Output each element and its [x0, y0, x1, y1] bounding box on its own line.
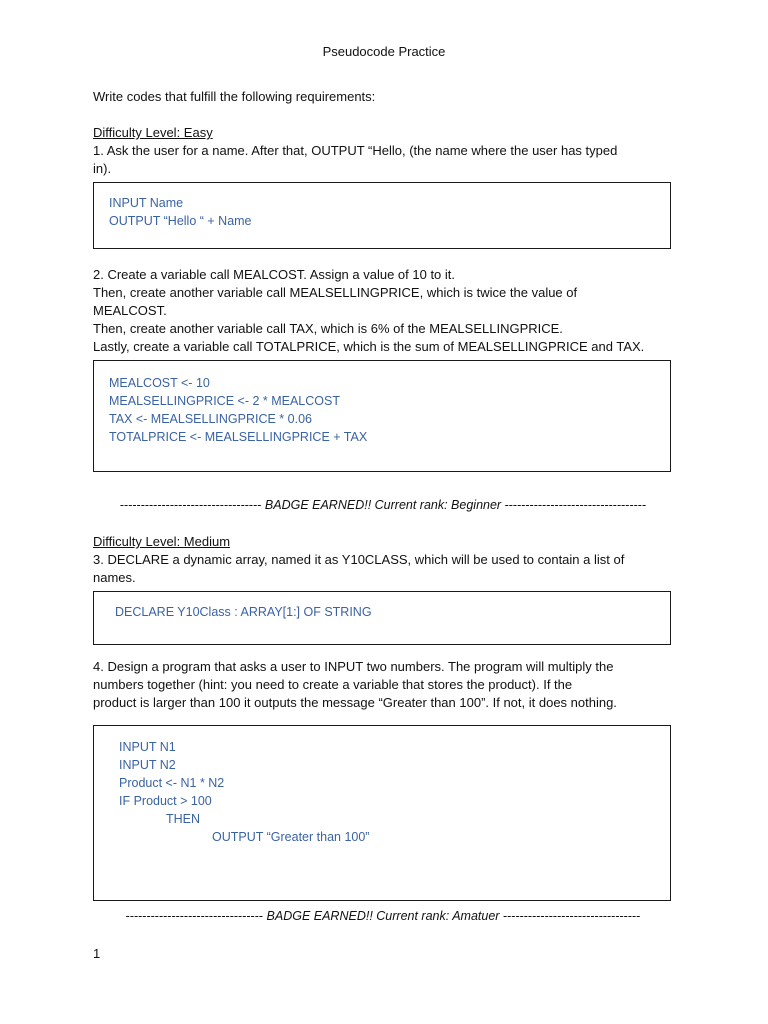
- q2-code-line-1: MEALCOST <- 10: [109, 376, 210, 390]
- q2-code-line-3: TAX <- MEALSELLINGPRICE * 0.06: [109, 412, 312, 426]
- q2-line-4: Then, create another variable call TAX, which is 6% of the MEALSELLINGPRICE.: [93, 321, 563, 336]
- badge-amatuer: [93, 909, 673, 923]
- badge-beginner-right-dashes: ----------------------------------: [504, 498, 647, 512]
- q1-code-line-2: OUTPUT “Hello “ + Name: [109, 214, 252, 228]
- easy-heading: Difficulty Level: Easy: [93, 125, 213, 140]
- q2-line-5: Lastly, create a variable call TOTALPRICE, which is the sum of MEALSELLINGPRICE and TAX.: [93, 339, 645, 354]
- badge-amatuer-text: BADGE EARNED!! Current rank: Amatuer: [266, 909, 500, 923]
- q4-line-1: 4. Design a program that asks a user to INPUT two numbers. The program will multiply the: [93, 659, 614, 674]
- medium-heading: Difficulty Level: Medium: [93, 534, 231, 549]
- badge-beginner-left-dashes: ----------------------------------: [119, 498, 262, 512]
- intro-text: Write codes that fulfill the following requirements:: [93, 89, 376, 104]
- q4-code-line-1: INPUT N1: [119, 740, 176, 754]
- q4-line-3: product is larger than 100 it outputs the message “Greater than 100”. If not, it does nothing.: [93, 695, 617, 710]
- badge-beginner: [93, 498, 673, 512]
- q1-answer-box: [93, 182, 671, 249]
- page-title: Pseudocode Practice: [322, 44, 446, 59]
- q4-line-2: numbers together (hint: you need to create a variable that stores the product). If the: [93, 677, 573, 692]
- page-number: 1: [93, 946, 101, 961]
- q3-line-2: names.: [93, 570, 136, 585]
- q1-code-line-1: INPUT Name: [109, 196, 184, 210]
- q4-answer-box: [93, 725, 671, 901]
- q2-line-1: 2. Create a variable call MEALCOST. Assign a value of 10 to it.: [93, 267, 456, 282]
- q2-line-3: MEALCOST.: [93, 303, 167, 318]
- badge-beginner-text: BADGE EARNED!! Current rank: Beginner: [264, 498, 502, 512]
- q4-code-line-3: Product <- N1 * N2: [119, 776, 225, 790]
- q4-code-line-5: THEN: [166, 812, 201, 826]
- q3-code-line-1: DECLARE Y10Class : ARRAY[1:] OF STRING: [115, 605, 372, 619]
- q2-code-line-4: TOTALPRICE <- MEALSELLINGPRICE + TAX: [109, 430, 368, 444]
- q1-line-1: 1. Ask the user for a name. After that, OUTPUT “Hello, (the name where the user has typed: [93, 143, 618, 158]
- q1-line-2: in).: [93, 161, 112, 176]
- q2-code-line-2: MEALSELLINGPRICE <- 2 * MEALCOST: [109, 394, 340, 408]
- q3-answer-box: [93, 591, 671, 645]
- badge-amatuer-left-dashes: ---------------------------------: [125, 909, 264, 923]
- q4-code-line-2: INPUT N2: [119, 758, 176, 772]
- q4-code-line-4: IF Product > 100: [119, 794, 212, 808]
- q2-line-2: Then, create another variable call MEALSELLINGPRICE, which is twice the value of: [93, 285, 578, 300]
- badge-amatuer-right-dashes: ---------------------------------: [502, 909, 641, 923]
- q3-line-1: 3. DECLARE a dynamic array, named it as Y10CLASS, which will be used to contain a list of: [93, 552, 625, 567]
- q4-code-line-6: OUTPUT “Greater than 100”: [212, 830, 370, 844]
- q2-answer-box: [93, 360, 671, 472]
